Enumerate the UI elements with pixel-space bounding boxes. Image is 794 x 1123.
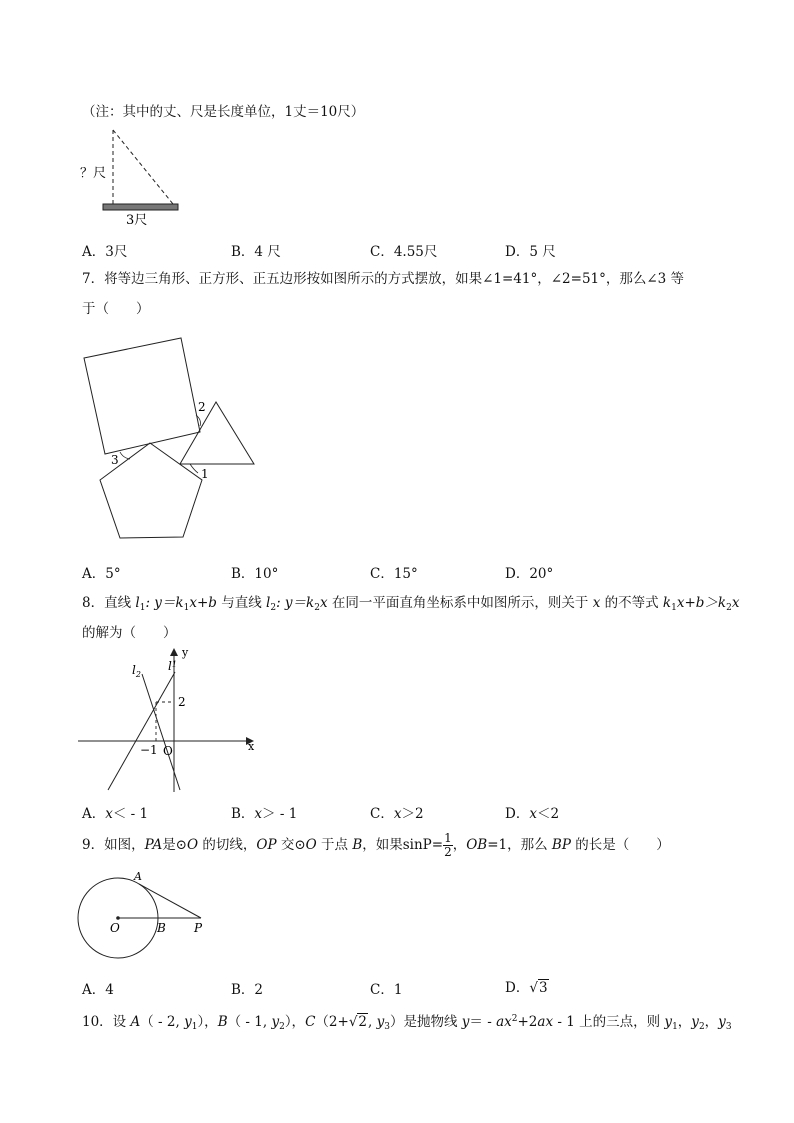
- q6-hypotenuse-dashed: [113, 130, 173, 204]
- q7-option-c[interactable]: C．15°: [370, 566, 418, 582]
- q8-label-l2: $l_2$: [132, 663, 141, 679]
- q9-figure: [74, 868, 214, 968]
- q6-option-c[interactable]: C．4.55尺: [370, 244, 438, 260]
- q9-option-a[interactable]: A．4: [82, 982, 114, 998]
- q6-option-b[interactable]: B．4 尺: [231, 244, 281, 260]
- q6-option-d[interactable]: D．5 尺: [505, 244, 556, 260]
- q6-ground-bar: [103, 204, 178, 210]
- q7-angle2-label: 2: [198, 400, 206, 414]
- q9-option-b[interactable]: B．2: [231, 982, 264, 998]
- q8-line-l1: [108, 672, 175, 790]
- q9-option-c[interactable]: C．1: [370, 982, 403, 998]
- q7-text-line1: 7．将等边三角形、正方形、正五边形按如图所示的方式摆放，如果∠1=41°，∠2=51°，那么∠3 等: [82, 271, 685, 287]
- q8-option-b[interactable]: B．x＞ - 1: [231, 806, 298, 822]
- q8-label-origin: O: [163, 744, 173, 758]
- q10-text: 10．设 A（ - 2, $y_1$），B（ - 1, $y_2$），C（2+√2, $y_3$）是抛物线 $y= - ax^2+2ax - 1$ 上的三点，则 $y_1$，$y_2$，$y_3$: [82, 1014, 732, 1032]
- q7-angle1-label: 1: [201, 467, 209, 481]
- sqrt-symbol: √: [348, 1014, 358, 1030]
- q7-option-d[interactable]: D．20°: [505, 566, 554, 582]
- q9-label-b: B: [157, 921, 166, 935]
- q8-graph: [78, 644, 268, 794]
- q8-label-x: x: [248, 740, 255, 753]
- q9-label-p: P: [194, 921, 203, 935]
- q8-label-two: 2: [178, 695, 186, 709]
- q9-text: 9．如图，PA是⊙O 的切线，OP 交⊙O 于点 B，如果sinP= $\frac{1}{2}$ ，OB=1，那么 BP 的长是（ ）: [82, 831, 670, 859]
- q9-tangent-pa: [139, 884, 201, 918]
- note-text: （注：其中的丈、尺是长度单位，1丈＝10尺）: [82, 104, 365, 120]
- q9-option-d[interactable]: D．√3: [505, 980, 548, 996]
- q7-option-b[interactable]: B．10°: [231, 566, 279, 582]
- q8-label-l1: $l^1$: [168, 659, 177, 673]
- q6-bottom-label: 3尺: [126, 213, 148, 228]
- q8-label-minus-one: −1: [140, 743, 158, 757]
- q7-figure: [78, 332, 268, 547]
- q7-triangle: [180, 402, 254, 464]
- q6-figure: [78, 126, 198, 236]
- q8-label-y: y: [182, 646, 189, 659]
- q8-option-a[interactable]: A．x＜ - 1: [82, 806, 149, 822]
- q7-square: [84, 338, 200, 454]
- q8-option-c[interactable]: C．x＞2: [370, 806, 424, 822]
- q9-label-o: O: [110, 921, 120, 935]
- q6-left-label: ？尺: [80, 166, 107, 181]
- q7-angle3-label: 3: [111, 453, 119, 467]
- q7-option-a[interactable]: A．5°: [82, 566, 121, 582]
- q9-fraction: $\frac{1}{2}$: [444, 831, 452, 859]
- q8-text-line2: 的解为（ ）: [82, 625, 177, 641]
- q6-option-a[interactable]: A．3尺: [82, 244, 128, 260]
- q8-text-line1: 8．直线 $l_1$: $y=k_1x+b$ 与直线 $l_2$: $y=k_2x$ 在同一平面直角坐标系中如图所示，则关于 x 的不等式 $k_1x+b>k_2x$: [82, 595, 740, 613]
- q9-label-a: A: [134, 870, 142, 883]
- q7-text-line2: 于（ ）: [82, 301, 150, 317]
- q8-option-d[interactable]: D．x＜2: [505, 806, 560, 822]
- sqrt-symbol: √: [529, 980, 538, 996]
